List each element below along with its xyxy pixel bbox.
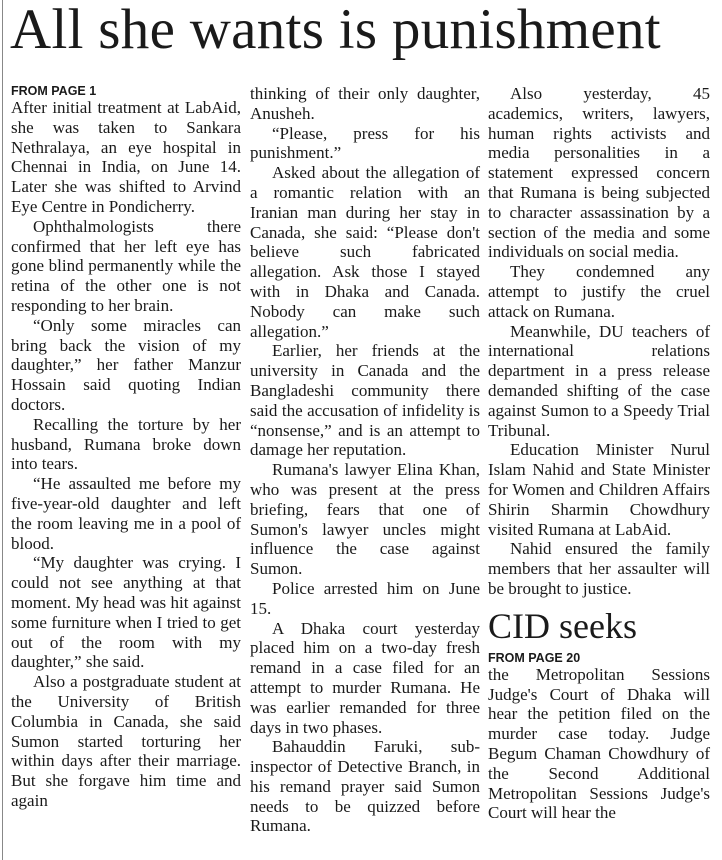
article-column-2: [250, 84, 480, 836]
paragraph: After initial treatment at LabAid, she was taken to Sankara Nethralaya, an eye hospital in Chennai in India, on June 14. Later she was shifted to Arvind Eye Centre in Pondicherry.: [11, 98, 241, 216]
paragraph: Recalling the torture by her husband, Rumana broke down into tears.: [11, 414, 241, 474]
paragraph: Asked about the allegation of a romantic relation with an Iranian man during her stay in Canada, she said: “Please don't believe such fabricated allegation. Ask those I stayed with in Dhaka and Canada. Nobody can make such allegation.”: [250, 163, 480, 341]
kicker: FROM PAGE 1: [11, 84, 97, 98]
paragraph: Rumana's lawyer Elina Khan, who was present at the press briefing, fears that one of Sumon's lawyer uncles might influence the case against Sumon.: [250, 460, 480, 579]
paragraph: Bahauddin Faruki, sub-inspector of Detective Branch, in his remand prayer said Sumon needs to be quizzed before Rumana.: [250, 737, 480, 836]
paragraph: Ophthalmologists there confirmed that her left eye has gone blind permanently while the retina of the other one is not responding to her brain.: [11, 216, 241, 315]
paragraphs: [11, 98, 241, 811]
paragraph: thinking of their only daughter, Anusheh.: [250, 84, 480, 123]
second-kicker: FROM PAGE 20: [488, 650, 581, 665]
paragraph: “My daughter was crying. I could not see anything at that moment. My head was hit against some furniture when I tried to get out of the room with my daughter,” she said.: [11, 553, 241, 672]
column-rule: [2, 0, 3, 860]
paragraphs: [250, 84, 480, 836]
paragraph: Police arrested him on June 15.: [250, 578, 480, 618]
second-headline: CID seeks: [488, 605, 637, 646]
paragraphs: [488, 84, 710, 599]
article-column-1: [11, 84, 241, 811]
article-column-3: [488, 84, 710, 823]
paragraphs: [488, 665, 710, 823]
paragraph: A Dhaka court yesterday placed him on a two-day fresh remand in a case filed for an attempt to murder Rumana. He was earlier remanded for three days in two phases.: [250, 618, 480, 737]
paragraph: Nahid ensured the family members that her assaulter will be brought to justice.: [488, 539, 710, 598]
paragraph: Also a postgraduate student at the University of British Columbia in Canada, she said Sumon started torturing her within days after their marriage. But she forgave him time and again: [11, 672, 241, 810]
paragraph: “Please, press for his punishment.”: [250, 123, 480, 163]
paragraph: They condemned any attempt to justify the cruel attack on Rumana.: [488, 262, 710, 321]
paragraph: Meanwhile, DU teachers of international relations department in a press release demanded shifting of the case against Sumon to a Speedy Trial Tribunal.: [488, 321, 710, 440]
paragraph: “Only some miracles can bring back the vision of my daughter,” her father Manzur Hossain said quoting Indian doctors.: [11, 315, 241, 414]
headline: All she wants is punishment: [10, 0, 661, 61]
paragraph: “He assaulted me before my five-year-old daughter and left the room leaving me in a pool of blood.: [11, 474, 241, 553]
paragraph: Also yesterday, 45 academics, writers, lawyers, human rights activists and media personalities in a statement expressed concern that Rumana is being subjected to character assassination by a section of the media and some individuals on social media.: [488, 84, 710, 262]
paragraph: the Metropolitan Sessions Judge's Court of Dhaka will hear the petition filed on the murder case today. Judge Begum Chaman Chowdhury of the Second Additional Metropolitan Sessions Judge's Court will hear the: [488, 664, 710, 823]
paragraph: Earlier, her friends at the university in Canada and the Bangladeshi community there said the accusation of infidelity is “nonsense,” and is an attempt to damage her reputation.: [250, 341, 480, 460]
paragraph: Education Minister Nurul Islam Nahid and State Minister for Women and Children Affairs Shirin Sharmin Chowdhury visited Rumana at LabAid.: [488, 440, 710, 539]
